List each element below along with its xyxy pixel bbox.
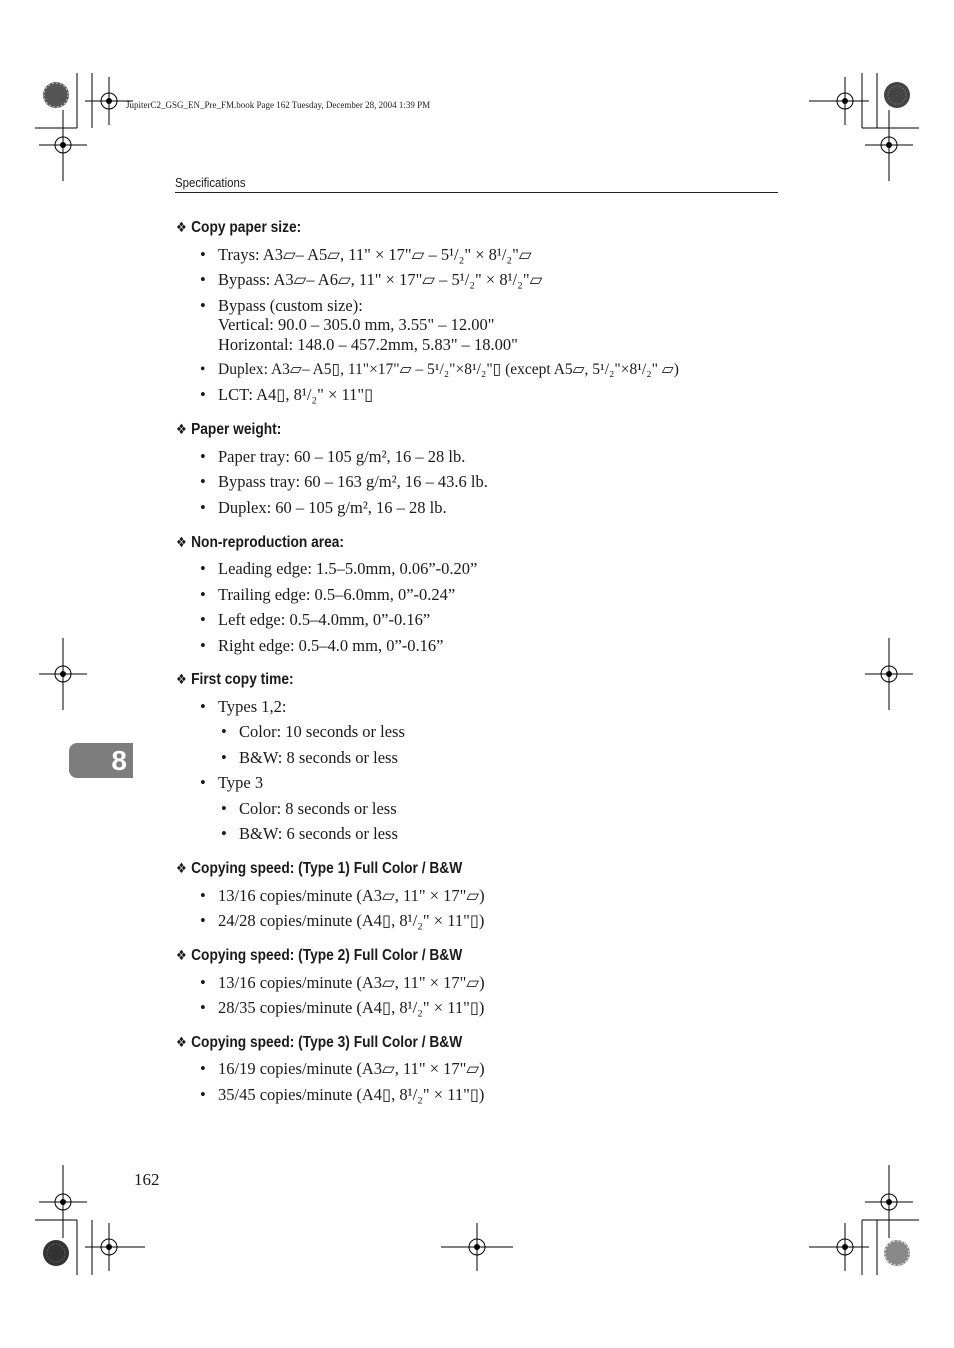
sub-list-item: • Color: 8 seconds or less	[221, 799, 397, 818]
list-item: • Trailing edge: 0.5–6.0mm, 0”-0.24”	[200, 585, 456, 604]
list-item-continuation: Horizontal: 148.0 – 457.2mm, 5.83" – 18.00"	[218, 335, 518, 354]
section-heading-non-reproduction: ❖ Non-reproduction area:	[176, 534, 345, 551]
list-item: • Trays: A3▱– A5▱, 11" × 17"▱ – 5¹/₂" × 8¹/₂"▱	[200, 245, 532, 264]
list-item-continuation: Vertical: 90.0 – 305.0 mm, 3.55" – 12.00"	[218, 315, 495, 334]
sub-list-item: • B&W: 8 seconds or less	[221, 748, 398, 767]
list-item: • Duplex: 60 – 105 g/m², 16 – 28 lb.	[200, 498, 447, 517]
list-item: • 24/28 copies/minute (A4▯, 8¹/₂" × 11"▯)	[200, 911, 485, 930]
list-item: • Bypass tray: 60 – 163 g/m², 16 – 43.6 lb.	[200, 472, 488, 491]
diamond-bullet-icon: ❖	[176, 861, 187, 877]
list-item: • Type 3	[200, 773, 264, 792]
diamond-bullet-icon: ❖	[176, 535, 187, 551]
list-item: • 28/35 copies/minute (A4▯, 8¹/₂" × 11"▯)	[200, 998, 485, 1017]
diamond-bullet-icon: ❖	[176, 672, 187, 688]
list-item: • Right edge: 0.5–4.0 mm, 0”-0.16”	[200, 636, 444, 655]
sub-list-item: • B&W: 6 seconds or less	[221, 824, 398, 843]
diamond-bullet-icon: ❖	[176, 220, 187, 236]
list-item: • Leading edge: 1.5–5.0mm, 0.06”-0.20”	[200, 559, 478, 578]
list-item: • Types 1,2:	[200, 697, 287, 716]
list-item: • LCT: A4▯, 8¹/₂" × 11"▯	[200, 385, 374, 404]
section-heading-speed-type3: ❖ Copying speed: (Type 3) Full Color / B&W	[176, 1034, 463, 1051]
list-item: • 35/45 copies/minute (A4▯, 8¹/₂" × 11"▯)	[200, 1085, 485, 1104]
list-item: • Bypass: A3▱– A6▱, 11" × 17"▱ – 5¹/₂" × 8¹/₂"▱	[200, 270, 543, 289]
page-number: 162	[134, 1170, 160, 1189]
header-rule	[175, 192, 778, 193]
list-item: • 16/19 copies/minute (A3▱, 11" × 17"▱)	[200, 1059, 485, 1078]
diamond-bullet-icon: ❖	[176, 422, 187, 438]
section-heading-first-copy-time: ❖ First copy time:	[176, 671, 294, 688]
section-heading-paper-size: ❖ Copy paper size:	[176, 219, 302, 236]
sub-list-item: • Color: 10 seconds or less	[221, 722, 405, 741]
section-heading-paper-weight: ❖ Paper weight:	[176, 421, 282, 438]
chapter-number: 8	[111, 745, 127, 776]
list-item: • 13/16 copies/minute (A3▱, 11" × 17"▱)	[200, 886, 485, 905]
list-item: • Bypass (custom size):	[200, 296, 363, 315]
running-title: Specifications	[175, 175, 246, 190]
list-item: • Left edge: 0.5–4.0mm, 0”-0.16”	[200, 610, 431, 629]
diamond-bullet-icon: ❖	[176, 948, 187, 964]
chapter-tab	[69, 743, 133, 778]
list-item: • Duplex: A3▱– A5▯, 11"×17"▱ – 5¹/₂"×8¹/₂"▯ (except A5▱, 5¹/₂"×8¹/₂" ▱)	[200, 361, 679, 378]
book-slug: JupiterC2_GSG_EN_Pre_FM.book Page 162 Tuesday, December 28, 2004 1:39 PM	[126, 100, 431, 110]
diamond-bullet-icon: ❖	[176, 1035, 187, 1051]
section-heading-speed-type2: ❖ Copying speed: (Type 2) Full Color / B&W	[176, 947, 463, 964]
section-heading-speed-type1: ❖ Copying speed: (Type 1) Full Color / B&W	[176, 860, 463, 877]
list-item: • 13/16 copies/minute (A3▱, 11" × 17"▱)	[200, 973, 485, 992]
list-item: • Paper tray: 60 – 105 g/m², 16 – 28 lb.	[200, 447, 466, 466]
